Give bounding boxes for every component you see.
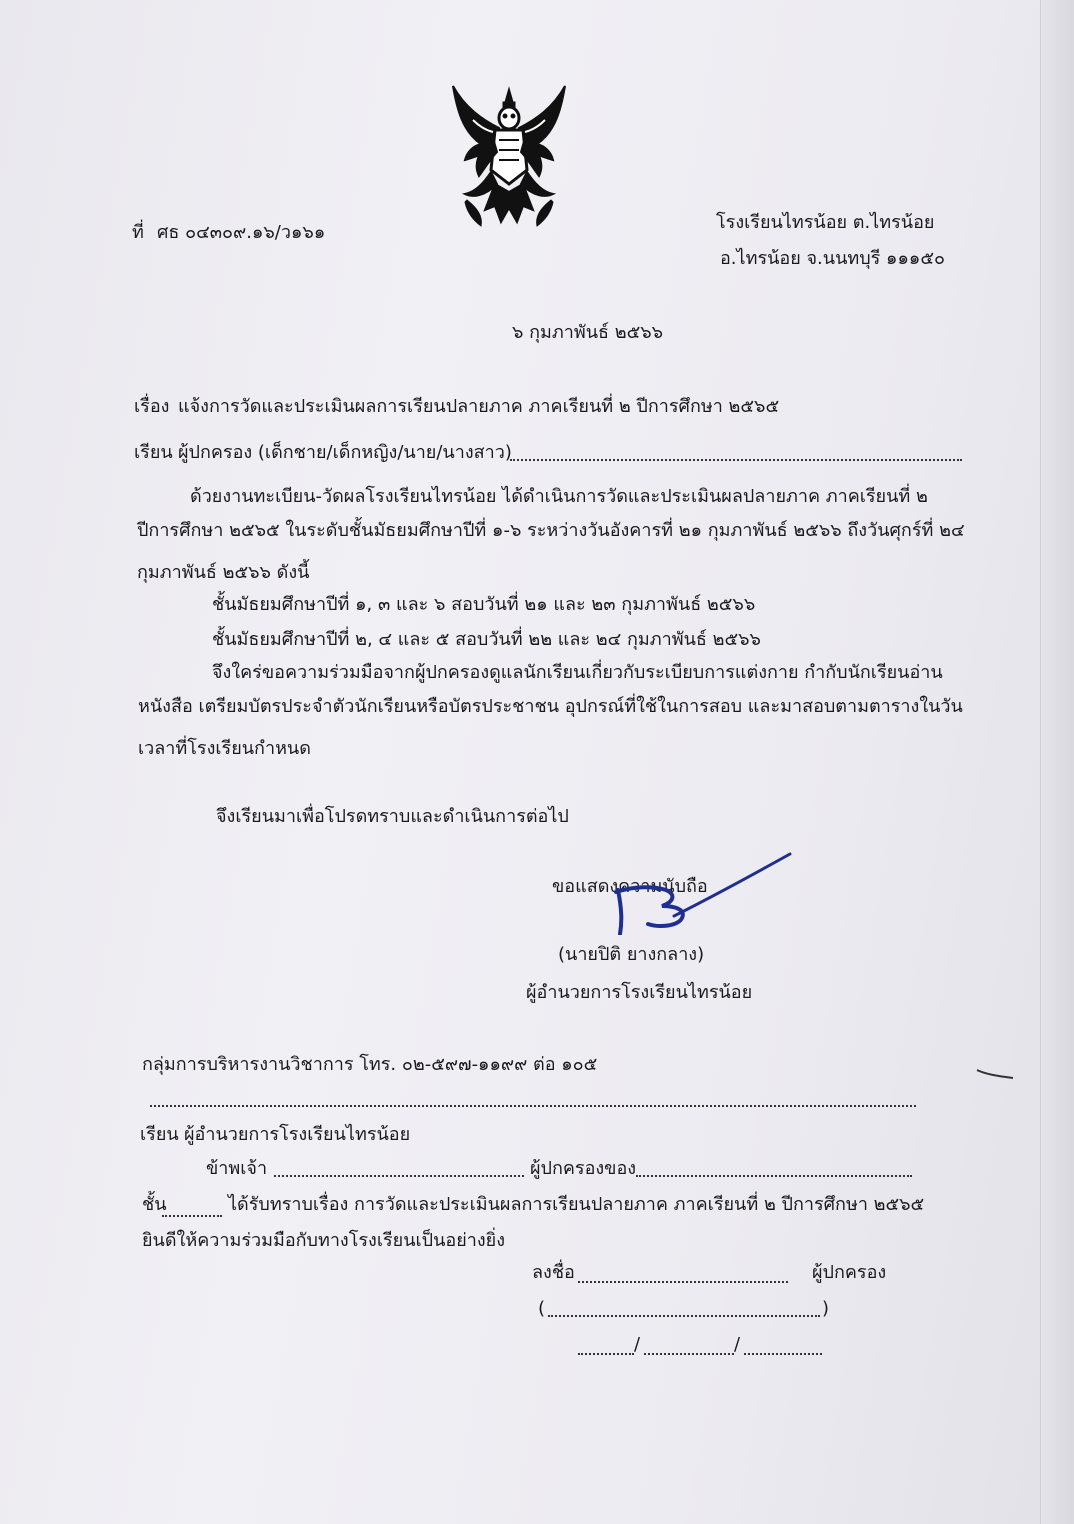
reply-recipient-label: เรียน [140, 1124, 179, 1145]
schedule-line-2: ชั้นมัธยมศึกษาปีที่ ๒, ๔ และ ๕ สอบวันที่ ๒๒ และ ๒๔ กุมภาพันธ์ ๒๕๖๖ [212, 629, 761, 650]
cooperate-text: ยินดีให้ความร่วมมือกับทางโรงเรียนเป็นอย่างยิ่ง [142, 1230, 505, 1251]
grade-label: ชั้น [142, 1194, 167, 1215]
subject-label: เรื่อง [134, 396, 170, 417]
signer-title: ผู้อำนวยการโรงเรียนไทรน้อย [526, 982, 753, 1003]
request-line-1: จึงใคร่ขอความร่วมมือจากผู้ปกครองดูแลนักเรียนเกี่ยวกับระเบียบการแต่งกาย กำกับนักเรียนอ่าน [212, 662, 943, 683]
date-day-field[interactable] [578, 1352, 634, 1355]
grade-field[interactable] [162, 1214, 222, 1217]
reference-label: ที่ [132, 222, 144, 243]
signer-name: (นายปิติ ยางกลาง) [558, 944, 705, 965]
body-line-2: ปีการศึกษา ๒๕๖๕ ในระดับชั้นมัธยมศึกษาปีที่ ๑-๖ ระหว่างวันอังคารที่ ๒๑ กุมภาพันธ์ ๒๕๖๖ ถึงวันศุกร์ที่ ๒๔ [137, 520, 965, 541]
close-paren: ) [822, 1298, 830, 1319]
date-year-field[interactable] [744, 1352, 822, 1355]
subject-text: แจ้งการวัดและประเมินผลการเรียนปลายภาค ภาคเรียนที่ ๒ ปีการศึกษา ๒๕๖๕ [178, 396, 780, 417]
schedule-line-1: ชั้นมัธยมศึกษาปีที่ ๑, ๓ และ ๖ สอบวันที่ ๒๑ และ ๒๓ กุมภาพันธ์ ๒๕๖๖ [212, 594, 756, 615]
guardian-label: ผู้ปกครอง [812, 1262, 887, 1283]
handwritten-signature [604, 850, 794, 935]
reference-number: ศธ ๐๔๓๐๙.๑๖/ว๑๖๑ [157, 222, 326, 243]
reply-recipient: ผู้อำนวยการโรงเรียนไทรน้อย [184, 1124, 411, 1145]
garuda-emblem-icon [443, 80, 575, 232]
acknowledge-text: ได้รับทราบเรื่อง การวัดและประเมินผลการเรียนปลายภาค ภาคเรียนที่ ๒ ปีการศึกษา ๒๕๖๕ [228, 1194, 925, 1215]
reply-i-label: ข้าพเจ้า [206, 1158, 268, 1179]
student-name-field[interactable] [636, 1174, 912, 1177]
school-address-line2: อ.ไทรน้อย จ.นนทบุรี ๑๑๑๕๐ [720, 248, 945, 269]
page-fold-edge [1040, 0, 1074, 1524]
body-line-3: กุมภาพันธ์ ๒๕๖๖ ดังนี้ [137, 562, 310, 583]
recipient-label: เรียน [134, 442, 173, 463]
open-paren: ( [538, 1298, 546, 1319]
body-line-1: ด้วยงานทะเบียน-วัดผลโรงเรียนไทรน้อย ได้ดำเนินการวัดและประเมินผลปลายภาค ภาคเรียนที่ ๒ [190, 486, 928, 507]
recipient-blank-line [510, 458, 962, 461]
guardian-name-field[interactable] [274, 1174, 524, 1177]
date-month-field[interactable] [644, 1352, 734, 1355]
date-slash-2: / [734, 1334, 741, 1355]
letter-date: ๖ กุมภาพันธ์ ๒๕๖๖ [512, 322, 664, 343]
guardian-of-label: ผู้ปกครองของ [530, 1158, 637, 1179]
request-line-2: หนังสือ เตรียมบัตรประจำตัวนักเรียนหรือบัตรประชาชน อุปกรณ์ที่ใช้ในการสอบ และมาสอบตามตารางในวัน [138, 696, 963, 717]
closing-request: จึงเรียนมาเพื่อโปรดทราบและดำเนินการต่อไป [216, 806, 569, 827]
closing-salutation: ขอแสดงความนับถือ [552, 876, 708, 897]
contact-line: กลุ่มการบริหารงานวิชาการ โทร. ๐๒-๕๙๗-๑๑๙๙ ต่อ ๑๐๕ [142, 1054, 598, 1075]
margin-mark [975, 1062, 1015, 1082]
request-line-3: เวลาที่โรงเรียนกำหนด [138, 738, 311, 759]
tear-off-line [150, 1104, 916, 1107]
school-address-line1: โรงเรียนไทรน้อย ต.ไทรน้อย [716, 212, 935, 233]
recipient-text: ผู้ปกครอง (เด็กชาย/เด็กหญิง/นาย/นางสาว) [178, 442, 512, 463]
guardian-printed-name-field[interactable] [548, 1314, 820, 1317]
date-slash-1: / [634, 1334, 641, 1355]
sign-label: ลงชื่อ [532, 1262, 575, 1283]
guardian-signature-field[interactable] [578, 1280, 788, 1283]
